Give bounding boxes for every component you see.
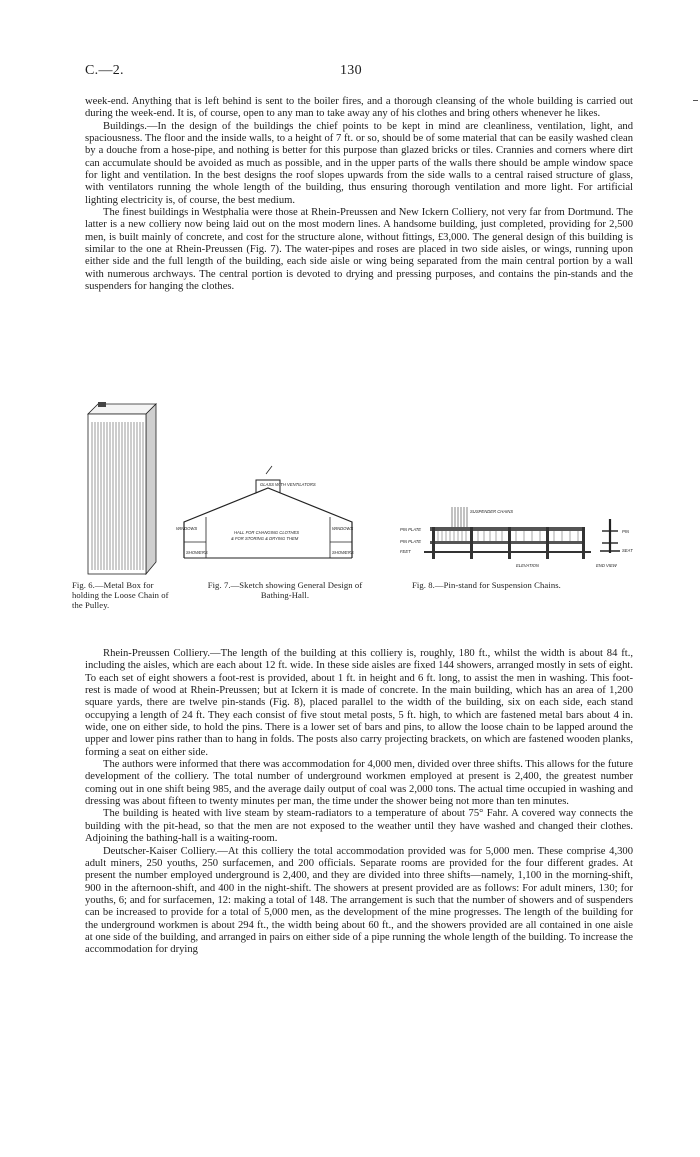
fig8-label-pin: PIN bbox=[622, 529, 629, 534]
fig8-label-suspender: SUSPENDER CHAINS bbox=[470, 509, 514, 514]
paragraph-buildings: Buildings.—In the design of the buildings the chief points to be kept in mind are cleanliness, ventilation, light, and spaciousness. The floor and the inside walls, to a height of 7 ft. or so, should be of some material that can be easily washed clean by a douche from a hose-pipe, and nothing is better for this purpose than glazed bricks or tiles. Crannies and corners where dirt can accumulate should be avoided as much as possible, and in the upper parts of the walls there should be ample window space for light and ventilation. In the best designs the roof slopes upwards from the side walls to a central raised structure of glass, with ventilators running the whole length of the building, thus ensuring thorough ventilation and more light. For artificial lighting electricity is, of course, the best medium. bbox=[85, 120, 633, 206]
fig7-label-windows-left: WINDOWS bbox=[176, 526, 198, 531]
page-header-left: C.—2. bbox=[85, 63, 124, 78]
paragraph-rhein-preussen: Rhein-Preussen Colliery.—The length of the building at this colliery is, roughly, 180 ft., whilst the width is about 84 ft., including the aisles, which are each about 12 ft. wide. In these side aisles are fixed 144 showers, arranged mostly in sets of eight. To each set of eight showers a foot-rest is provided, about 1 ft. in height and 6 ft. long, to assist the men in washing. This foot-rest is made of wood at Rhein-Preussen; but at Ickern it is made of concrete. In the main building, which has an area of 1,200 square yards, there are twelve pin-stands (Fig. 8), placed parallel to the width of the building, six on each side, each stand occupying a length of 24 ft. They each consist of five stout metal posts, 5 ft. high, to which are fastened metal bars about 4 in. wide, one on either side, to hold the pins. There is a lower set of bars and pins, to allow the loose chain to be lapped around the upper and lower pins rather than to hang in folds. The posts also carry projecting brackets, on which are fastened wooden planks, forming a seat on either side. bbox=[85, 648, 633, 758]
figure-6-metal-box bbox=[72, 392, 172, 577]
figure-8-caption: Fig. 8.—Pin-stand for Suspension Chains. bbox=[412, 580, 561, 590]
figure-8-pin-stand bbox=[398, 505, 638, 577]
figure-7-caption: Fig. 7.—Sketch showing General Design of Bathing-Hall. bbox=[207, 580, 363, 600]
fig8-label-end-view: END VIEW bbox=[596, 563, 617, 568]
fig7-label-roof: GLASS WITH VENTILATORS bbox=[260, 482, 316, 487]
fig7-label-showers-right: SHOWERS bbox=[332, 550, 354, 555]
figure-6-caption: Fig. 6.—Metal Box for holding the Loose Chain of the Pulley. bbox=[72, 580, 169, 610]
text-block-lower bbox=[85, 648, 633, 957]
paragraph: week-end. Anything that is left behind is sent to the boiler fires, and a thorough cleansing of the whole building is carried out during the week-end. It is, of course, open to any man to take away any of his clothes and bring others whenever he likes. bbox=[85, 96, 633, 120]
fig7-label-windows-right: WINDOWS bbox=[332, 526, 354, 531]
fig8-label-seat: SEAT bbox=[622, 548, 633, 553]
fig8-label-elevation: ELEVATION bbox=[516, 563, 539, 568]
page-number: 130 bbox=[340, 63, 362, 78]
fig8-label-pin-plate: PIN PLATE bbox=[400, 527, 422, 532]
fig7-label-hall: HALL FOR CHANGING CLOTHES bbox=[234, 530, 300, 535]
margin-mark bbox=[693, 100, 698, 101]
paragraph-westphalia: The finest buildings in Westphalia were those at Rhein-Preussen and New Ickern Colliery, not very far from Dortmund. The latter is a new colliery now being laid out on the most modern lines. A handsome building, just completed, providing for 2,500 men, is built mainly of concrete, and cost for the structure alone, without fittings, £3,000. The general design of this building is similar to the one at Rhein-Preussen (Fig. 7). The water-pipes and roses are placed in two side aisles, or wings, running upon either side and the full length of the building, each side aisle or wing being separated from the main central portion by a wall with numerous archways. The central portion is devoted to drying and pressing purposes, and contains the pin-stands and the suspenders for hanging the clothes. bbox=[85, 207, 633, 293]
fig8-label-feet: FEET bbox=[400, 549, 411, 554]
paragraph-accommodation: The authors were informed that there was accommodation for 4,000 men, divided over three shifts. This allows for the future development of the colliery. The total number of underground workmen employed at present is 2,400, the greatest number coming out in one shift being 985, and the average daily output of coal was 2,000 tons. The actual time occupied in washing and dressing was about fifteen to twenty minutes per man, the time under the shower being not more than ten minutes. bbox=[85, 759, 633, 808]
fig7-label-showers-left: SHOWERS bbox=[186, 550, 208, 555]
fig8-label-pin-plate-2: PIN PLATE bbox=[400, 539, 422, 544]
paragraph-deutscher-kaiser: Deutscher-Kaiser Colliery.—At this colliery the total accommodation provided was for 5,000 men. These comprise 4,300 adult miners, 250 youths, 250 surfacemen, and 200 officials. Separate rooms are provided for the four different grades. At present the number employed underground is 2,400, and they are divided into three shifts—namely, 1,100 in the morning-shift, 900 in the afternoon-shift, and 400 in the night-shift. The showers at present provided are as follows: For adult miners, 130; for youths, 6; and for surfacemen, 12: making a total of 148. The arrangement is such that the number of showers and of suspenders can be increased to provide for a total of 5,000 men, as the development of the mine progresses. The length of the building for the underground workmen is about 294 ft., the width being about 60 ft., and the showers provided are all contained in one aisle at one side of the building, and arranged in pairs on either side of a pipe running the whole length of the building. To increase the accommodation for drying bbox=[85, 845, 633, 956]
paragraph-heating: The building is heated with live steam by steam-radiators to a temperature of about 75° Fahr. A covered way connects the building with the pit-head, so that the men are not exposed to the weather until they have washed and changed their clothes. Adjoining the bathing-hall is a waiting-room. bbox=[85, 808, 633, 845]
figure-7-bathing-hall bbox=[176, 462, 366, 572]
fig7-label-hall-2: & FOR STORING & DRYING THEM bbox=[231, 536, 299, 541]
text-block-upper bbox=[85, 96, 633, 294]
